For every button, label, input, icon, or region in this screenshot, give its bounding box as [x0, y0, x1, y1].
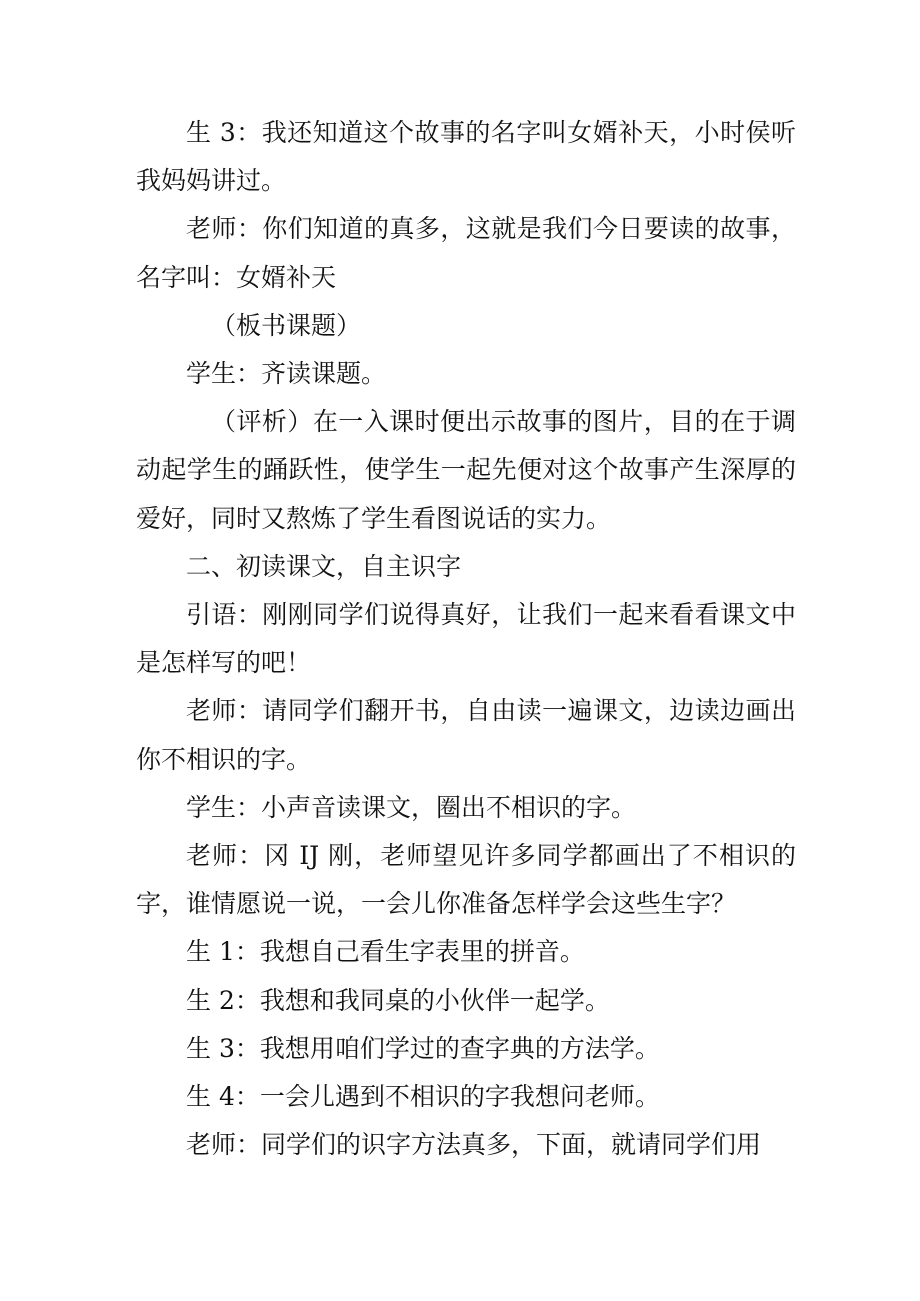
document-body — [136, 109, 796, 1169]
paragraph-students-read-aloud: 学生：小声音读课文，圈出不相识的字。 — [186, 792, 637, 822]
paragraph-student4: 生 4：一会儿遇到不相识的字我想问老师。 — [186, 1082, 660, 1112]
section-heading-first-reading: 二、初读课文，自主识字 — [186, 551, 462, 581]
paragraph-commentary: （评析）在一入课时便出示故事的图片，目的在于调动起学生的踊跃性，使学生一起先便对这个故事产生深厚的爱好，同时又熬炼了学生看图说话的实力。 — [136, 407, 796, 533]
paragraph-student3-story-name: 生 3：我还知道这个故事的名字叫女婿补天，小时侯听我妈妈讲过。 — [136, 118, 796, 196]
paragraph-board-title: （板书课题） — [211, 310, 362, 340]
paragraph-teacher-open-book: 老师：请同学们翻开书，自由读一遍课文，边读边画出你不相识的字。 — [136, 696, 796, 774]
paragraph-students-read-title: 学生：齐读课题。 — [186, 359, 387, 389]
paragraph-student3-dictionary: 生 3：我想用咱们学过的查字典的方法学。 — [186, 1033, 660, 1063]
paragraph-introduction: 引语：刚刚同学们说得真好，让我们一起来看看课文中是怎样写的吧！ — [136, 600, 796, 678]
paragraph-student2: 生 2：我想和我同桌的小伙伴一起学。 — [186, 985, 610, 1015]
paragraph-student1: 生 1：我想自己看生字表里的拼音。 — [186, 937, 585, 967]
paragraph-teacher-ask-method: 老师：冈 IJ 刚，老师望见许多同学都画出了不相识的字，谁情愿说一说，一会儿你准备怎样学会这些生字？ — [136, 841, 796, 919]
paragraph-teacher-story-title: 老师：你们知道的真多，这就是我们今日要读的故事，名字叫：女婿补天 — [136, 214, 796, 292]
paragraph-teacher-methods: 老师：同学们的识字方法真多，下面，就请同学们用 — [186, 1130, 762, 1160]
